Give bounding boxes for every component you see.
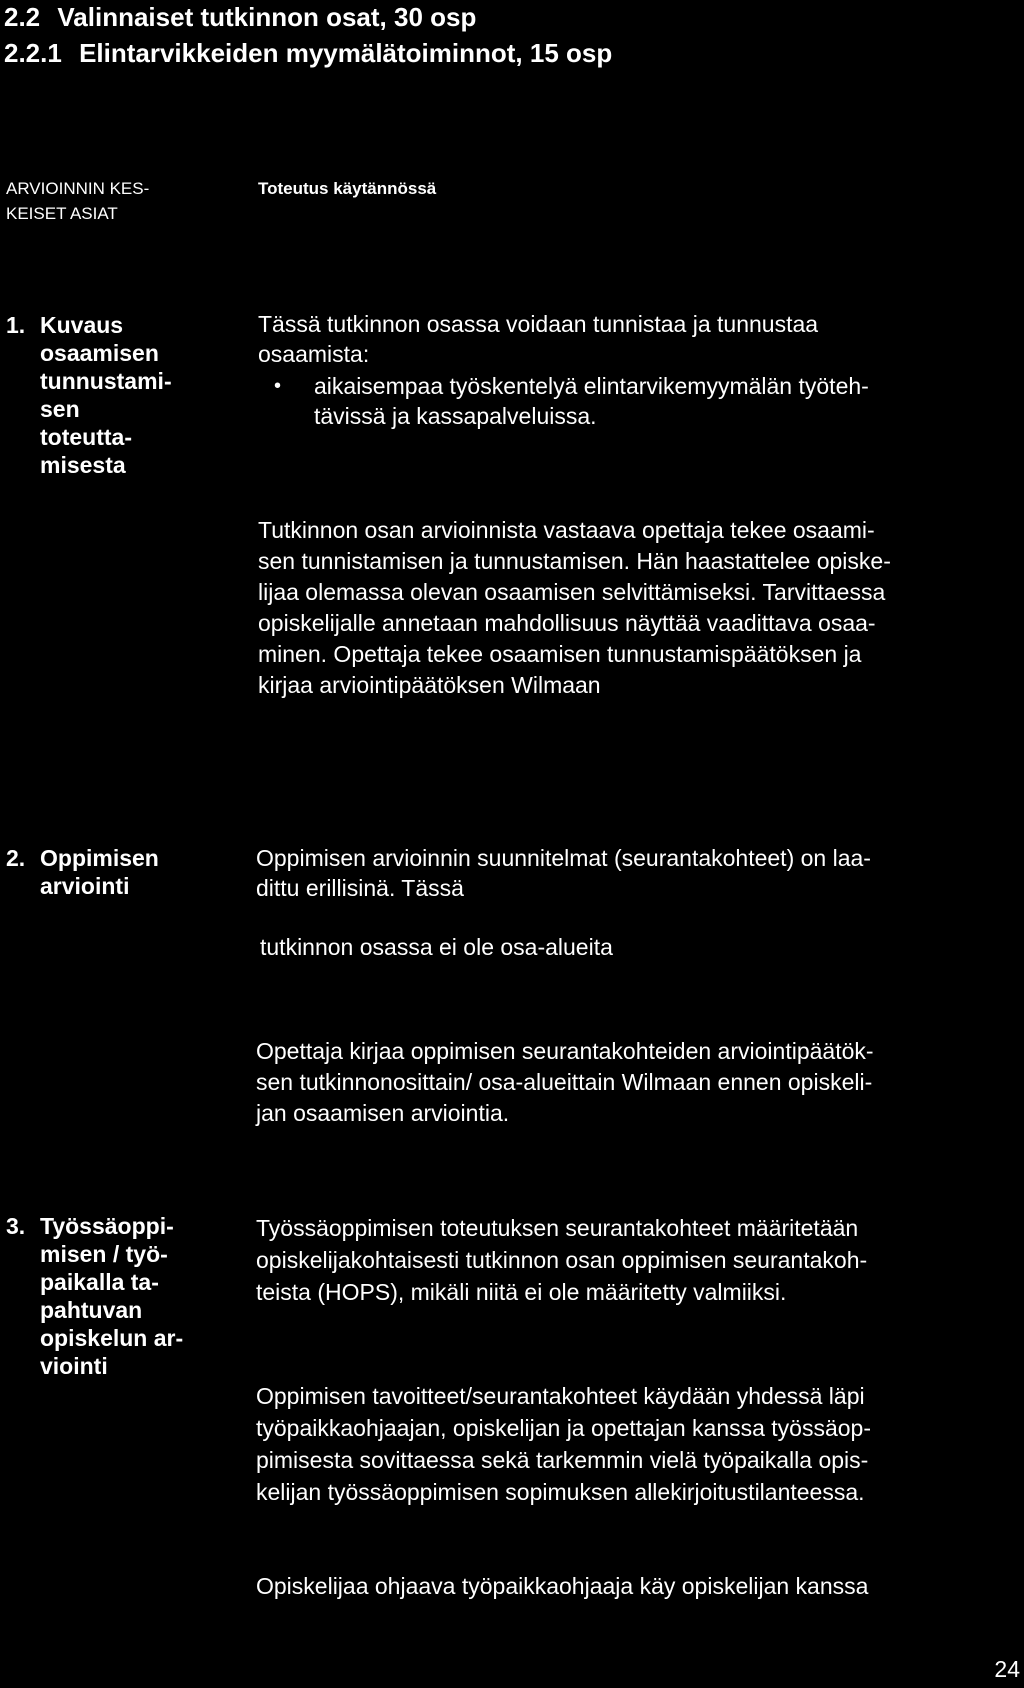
text-line: sen tunnistamisen ja tunnustamisen. Hän haastattelee opiske- [258,548,891,574]
section-3-label [40,1212,220,1380]
text-line: työpaikkaohjaajan, opiskelijan ja opettajan kanssa työssäop- [256,1415,872,1441]
text-line: osaamista: [258,341,370,367]
text-line: Oppimisen arvioinnin suunnitelmat (seurantakohteet) on laa- [256,845,871,871]
section-2-number: 2. [6,845,26,871]
label-line: paikalla ta- [40,1269,159,1295]
text-line: aikaisempaa työskentelyä elintarvikemyymälän työteh- [314,373,869,399]
text-line: dittu erillisinä. Tässä [256,875,464,901]
label-line: sen toteutta- [40,396,132,450]
heading-text: Valinnaiset tutkinnon osat, 30 osp [57,2,477,32]
text-line: teista (HOPS), mikäli niitä ei ole määritetty valmiiksi. [256,1279,787,1305]
label-line: pahtuvan [40,1297,143,1323]
section-2-label [40,844,220,900]
text-line: kelijan työssäoppimisen sopimuksen allekirjoitustilanteessa. [256,1479,865,1505]
section-3-number: 3. [6,1213,26,1239]
column-header-left-line: ARVIOINNIN KES- [6,179,150,198]
text-line: Tässä tutkinnon osassa voidaan tunnistaa ja tunnustaa [258,311,819,337]
text-line: opiskelijakohtaisesti tutkinnon osan oppimisen seurantakoh- [256,1247,868,1273]
section-1-bullet-item [314,371,1024,431]
heading-2-2-1 [4,36,612,70]
section-3-paragraph-1 [256,1212,1024,1308]
text-line: jan osaamisen arviointia. [256,1100,510,1126]
text-line: lijaa olemassa olevan osaamisen selvittämiseksi. Tarvittaessa [258,579,886,605]
label-line: arviointi [40,873,130,899]
text-line: minen. Opettaja tekee osaamisen tunnustamispäätöksen ja [258,641,862,667]
section-3-paragraph-2 [256,1380,1024,1508]
label-line: Oppimisen [40,845,159,871]
section-1-paragraph [258,515,1024,701]
label-line: viointi [40,1353,108,1379]
section-1-number: 1. [6,312,26,338]
column-header-right: Toteutus käytännössä [258,179,437,198]
label-line: misen / työ- [40,1241,168,1267]
heading-text: Elintarvikkeiden myymälätoiminnot, 15 osp [79,38,613,68]
section-1-label [40,311,190,479]
label-line: opiskelun ar- [40,1325,184,1351]
text-line: Opettaja kirjaa oppimisen seurantakohteiden arviointipäätök- [256,1038,874,1064]
section-1-intro [258,309,1024,369]
page-number: 24 [994,1656,1020,1682]
label-line: Työssäoppi- [40,1213,174,1239]
column-header-left [6,176,149,226]
text-line: Tutkinnon osan arvioinnista vastaava opettaja tekee osaami- [258,517,875,543]
section-2-paragraph-3 [256,1036,1024,1129]
section-2-paragraph-1 [256,843,1024,903]
text-line: kirjaa arviointipäätöksen Wilmaan [258,672,601,698]
text-line: Työssäoppimisen toteutuksen seurantakohteet määritetään [256,1215,859,1241]
label-line: tunnustami- [40,368,172,394]
label-line: Kuvaus [40,312,124,338]
label-line: osaamisen [40,340,159,366]
text-line: pimisesta sovittaessa sekä tarkemmin vielä työpaikalla opis- [256,1447,869,1473]
text-line: tävissä ja kassapalveluissa. [314,403,597,429]
label-line: misesta [40,452,126,478]
text-line: opiskelijalle annetaan mahdollisuus näyttää vaadittava osaa- [258,610,876,636]
heading-2-2 [4,0,476,34]
text-line: Oppimisen tavoitteet/seurantakohteet käydään yhdessä läpi [256,1383,865,1409]
heading-number: 2.2.1 [4,38,62,68]
section-2-paragraph-2: tutkinnon osassa ei ole osa-alueita [260,934,613,960]
column-header-left-line: KEISET ASIAT [6,204,118,223]
heading-number: 2.2 [4,2,41,32]
bullet-icon: • [274,375,282,397]
section-3-paragraph-3: Opiskelijaa ohjaava työpaikkaohjaaja käy opiskelijan kanssa [256,1573,869,1599]
text-line: sen tutkinnonosittain/ osa-alueittain Wilmaan ennen opiskeli- [256,1069,873,1095]
